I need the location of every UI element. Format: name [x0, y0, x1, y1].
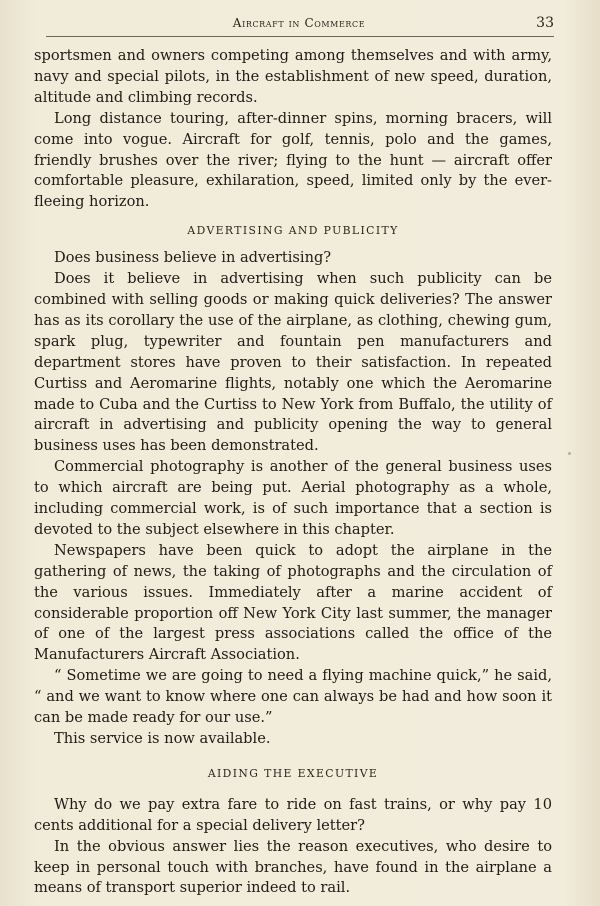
paragraph-touring: Long distance touring, after-dinner spins, morning bracers, will come into vogue. Aircraft for golf, tennis, polo and the games, friendly brushes over the river; flying to the hunt — aircraft offer comfortable pleasure, exhilaration, speed, limited only by the ever-fleeing horizon.: [34, 109, 552, 211]
page-number: 33: [536, 15, 554, 31]
paragraph-publicity: Does it believe in advertising when such publicity can be combined with selling goods or making quick deliveries? The answer has as its corollary the use of the airplane, as clothing, chewing gum, spark plug, typewriter and fountain pen manufacturers and department stores have proven to their satisfaction. In repeated Curtiss and Aeromarine flights, notably one which the Aeromarine made to Cuba and the Curtiss to New York from Buffalo, the utility of aircraft in advertising and publicity opening the way to general business uses has been demonstrated.: [34, 270, 552, 455]
paragraph-service: This service is now available.: [54, 730, 271, 747]
body-text: [34, 46, 552, 899]
paragraph-quote: “ Sometime we are going to need a flying machine quick,” he said, “ and we want to know where one can always be had and how soon it can be made ready for our use.”: [34, 667, 552, 727]
running-head: [44, 12, 554, 34]
paragraph-question-advertising: Does business believe in advertising?: [54, 249, 332, 267]
paragraph-fast-trains: Why do we pay extra fare to ride on fast trains, or why pay 10 cents additional for a special delivery letter?: [34, 795, 552, 834]
header-rule: [46, 36, 554, 37]
paragraph-newspapers: Newspapers have been quick to adopt the airplane in the gathering of news, the taking of photographs and the circulation of the various issues. Immediately after a marine accident of considerable proportion off New York City last summer, the manager of one of the largest press associations called the office of the Manufacturers Aircraft Association.: [34, 541, 552, 664]
paragraph-executives: In the obvious answer lies the reason executives, who desire to keep in personal touch with branches, have found in the airplane a means of transport superior indeed to rail.: [34, 837, 552, 897]
running-title: Aircraft in Commerce: [232, 16, 366, 30]
paragraph-photography: Commercial photography is another of the general business uses to which aircraft are being put. Aerial photography as a whole, including commercial work, is of such importance that a section is devoted to the subject elsewhere in this chapter.: [34, 458, 552, 538]
paper-speck: [568, 452, 571, 455]
heading-executive: AIDING THE EXECUTIVE: [207, 766, 379, 780]
heading-advertising: ADVERTISING AND PUBLICITY: [187, 224, 399, 238]
paragraph-records: sportsmen and owners competing among themselves and with army, navy and special pilots, in the establishment of new speed, duration, altitude and climbing records.: [34, 47, 552, 106]
